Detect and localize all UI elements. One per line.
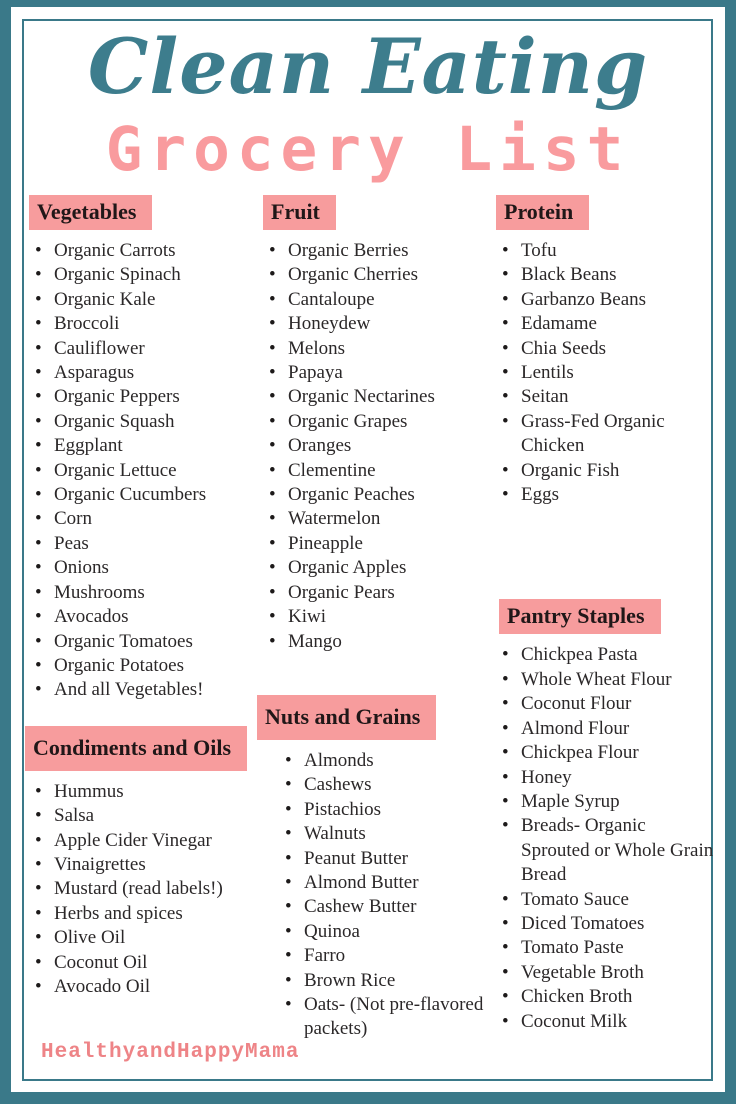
list-item: • Edamame bbox=[502, 312, 718, 336]
list-item: • Breads- Organic Sprouted or Whole Grain Bread bbox=[502, 814, 718, 887]
nuts-and-grains-list bbox=[263, 749, 489, 1042]
list-item: • Organic Peaches bbox=[269, 483, 489, 507]
list-item: • Cauliflower bbox=[35, 337, 251, 361]
list-item: • Watermelon bbox=[269, 507, 489, 531]
list-item: • Tofu bbox=[502, 239, 718, 263]
list-item: • Mustard (read labels!) bbox=[35, 877, 251, 901]
list-item: • Eggs bbox=[502, 483, 718, 507]
list-item: • Organic Potatoes bbox=[35, 654, 251, 678]
list-item: • Eggplant bbox=[35, 434, 251, 458]
column-left bbox=[29, 195, 251, 999]
list-item: • Tomato Paste bbox=[502, 936, 718, 960]
list-item: • And all Vegetables! bbox=[35, 678, 251, 702]
list-item: • Organic Tomatoes bbox=[35, 630, 251, 654]
list-item: • Garbanzo Beans bbox=[502, 288, 718, 312]
list-item: • Mushrooms bbox=[35, 581, 251, 605]
list-item: • Hummus bbox=[35, 780, 251, 804]
fruit-list bbox=[263, 239, 489, 654]
list-item: • Organic Cherries bbox=[269, 263, 489, 287]
list-item: • Seitan bbox=[502, 385, 718, 409]
section-header-pantry-staples: Pantry Staples bbox=[499, 599, 661, 634]
section-header-protein: Protein bbox=[496, 195, 589, 230]
list-item: • Coconut Flour bbox=[502, 692, 718, 716]
list-item: • Melons bbox=[269, 337, 489, 361]
list-item: • Broccoli bbox=[35, 312, 251, 336]
list-item: • Papaya bbox=[269, 361, 489, 385]
list-item: • Coconut Milk bbox=[502, 1010, 718, 1034]
condiments-and-oils-list bbox=[29, 780, 251, 1000]
list-item: • Avocado Oil bbox=[35, 975, 251, 999]
list-item: • Pistachios bbox=[285, 798, 489, 822]
section-header-condiments-and-oils: Condiments and Oils bbox=[25, 726, 247, 771]
list-item: • Lentils bbox=[502, 361, 718, 385]
section-pantry-staples bbox=[496, 599, 718, 1034]
list-item: • Kiwi bbox=[269, 605, 489, 629]
list-item: • Whole Wheat Flour bbox=[502, 668, 718, 692]
list-item: • Diced Tomatoes bbox=[502, 912, 718, 936]
protein-list bbox=[496, 239, 718, 507]
list-item: • Chia Seeds bbox=[502, 337, 718, 361]
brand-watermark: HealthyandHappyMama bbox=[41, 1041, 300, 1064]
list-item: • Avocados bbox=[35, 605, 251, 629]
list-item: • Peas bbox=[35, 532, 251, 556]
section-header-fruit: Fruit bbox=[263, 195, 336, 230]
list-item: • Apple Cider Vinegar bbox=[35, 829, 251, 853]
list-item: • Organic Pears bbox=[269, 581, 489, 605]
section-condiments-and-oils bbox=[29, 726, 251, 1000]
page-subtitle-grocery-list: Grocery List bbox=[105, 114, 631, 185]
list-item: • Clementine bbox=[269, 459, 489, 483]
list-item: • Brown Rice bbox=[285, 969, 489, 993]
list-item: • Organic Cucumbers bbox=[35, 483, 251, 507]
list-item: • Oats- (Not pre-flavored packets) bbox=[285, 993, 489, 1042]
list-item: • Organic Peppers bbox=[35, 385, 251, 409]
list-item: • Organic Grapes bbox=[269, 410, 489, 434]
section-fruit bbox=[263, 195, 489, 654]
list-item: • Onions bbox=[35, 556, 251, 580]
list-item: • Organic Nectarines bbox=[269, 385, 489, 409]
list-item: • Cashews bbox=[285, 773, 489, 797]
section-nuts-and-grains bbox=[263, 695, 489, 1042]
column-right bbox=[496, 195, 718, 1034]
list-item: • Organic Carrots bbox=[35, 239, 251, 263]
list-item: • Salsa bbox=[35, 804, 251, 828]
section-protein bbox=[496, 195, 718, 507]
list-item: • Cantaloupe bbox=[269, 288, 489, 312]
list-item: • Quinoa bbox=[285, 920, 489, 944]
page-title-clean-eating: Clean Eating bbox=[87, 22, 649, 111]
list-item: • Pineapple bbox=[269, 532, 489, 556]
list-item: • Oranges bbox=[269, 434, 489, 458]
list-item: • Cashew Butter bbox=[285, 895, 489, 919]
list-item: • Organic Kale bbox=[35, 288, 251, 312]
vegetables-list bbox=[29, 239, 251, 703]
list-item: • Organic Berries bbox=[269, 239, 489, 263]
list-item: • Corn bbox=[35, 507, 251, 531]
list-item: • Honey bbox=[502, 766, 718, 790]
column-middle bbox=[263, 195, 489, 1042]
section-vegetables bbox=[29, 195, 251, 703]
list-item: • Tomato Sauce bbox=[502, 888, 718, 912]
section-header-nuts-and-grains: Nuts and Grains bbox=[257, 695, 436, 740]
list-item: • Grass-Fed Organic Chicken bbox=[502, 410, 718, 459]
list-item: • Organic Spinach bbox=[35, 263, 251, 287]
list-item: • Herbs and spices bbox=[35, 902, 251, 926]
list-item: • Walnuts bbox=[285, 822, 489, 846]
list-item: • Vinaigrettes bbox=[35, 853, 251, 877]
list-item: • Almond Flour bbox=[502, 717, 718, 741]
list-item: • Organic Squash bbox=[35, 410, 251, 434]
list-item: • Maple Syrup bbox=[502, 790, 718, 814]
list-item: • Organic Lettuce bbox=[35, 459, 251, 483]
list-item: • Chickpea Flour bbox=[502, 741, 718, 765]
section-header-vegetables: Vegetables bbox=[29, 195, 152, 230]
list-item: • Coconut Oil bbox=[35, 951, 251, 975]
list-item: • Almonds bbox=[285, 749, 489, 773]
list-item: • Asparagus bbox=[35, 361, 251, 385]
list-item: • Chicken Broth bbox=[502, 985, 718, 1009]
list-item: • Olive Oil bbox=[35, 926, 251, 950]
list-item: • Honeydew bbox=[269, 312, 489, 336]
list-item: • Peanut Butter bbox=[285, 847, 489, 871]
list-item: • Organic Apples bbox=[269, 556, 489, 580]
list-item: • Mango bbox=[269, 630, 489, 654]
list-item: • Black Beans bbox=[502, 263, 718, 287]
list-item: • Vegetable Broth bbox=[502, 961, 718, 985]
pantry-staples-list bbox=[496, 643, 718, 1034]
list-item: • Almond Butter bbox=[285, 871, 489, 895]
list-item: • Organic Fish bbox=[502, 459, 718, 483]
list-item: • Chickpea Pasta bbox=[502, 643, 718, 667]
list-item: • Farro bbox=[285, 944, 489, 968]
